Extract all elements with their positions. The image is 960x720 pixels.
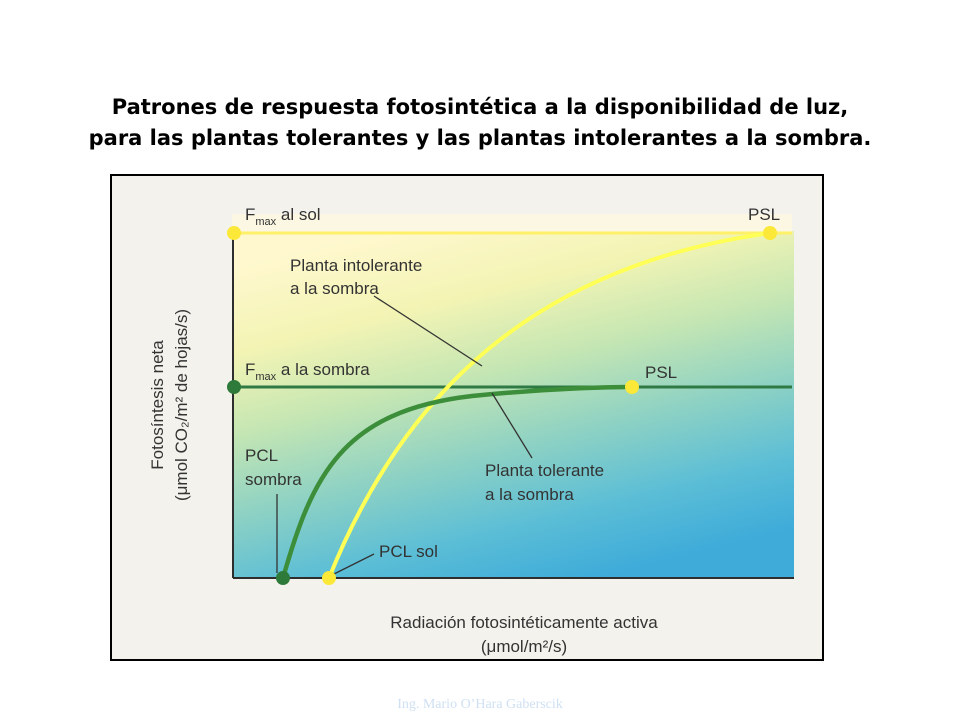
pcl-sun-point [322, 571, 336, 585]
slide-title [60, 92, 900, 154]
pcl-shade-label-line1: PCL [245, 446, 279, 465]
intolerant-label-line1: Planta intolerante [290, 256, 423, 275]
fmax-sun-sub: max [255, 216, 277, 228]
fmax-shade-sub: max [255, 371, 277, 383]
fmax-shade-point [227, 380, 241, 394]
y-axis-title-line2: (μmol CO₂/m² de hojas/s) [172, 308, 191, 502]
x-axis-title-line1: Radiación fotosintéticamente activa [390, 613, 658, 632]
psl-sun-point [763, 226, 777, 240]
fmax-sun-point [227, 226, 241, 240]
fmax-shade-main: F [245, 360, 256, 379]
chart-frame [110, 174, 824, 661]
psl-shade-point [625, 380, 639, 394]
chart [112, 176, 822, 659]
tolerant-label-line1: Planta tolerante [485, 461, 605, 480]
pcl-sun-label: PCL sol [379, 542, 438, 561]
fmax-sun-rest: al sol [276, 205, 321, 224]
psl-shade-label: PSL [645, 363, 678, 382]
y-axis-title-line1: Fotosíntesis neta [148, 340, 167, 470]
x-axis-title-line2: (μmol/m²/s) [480, 637, 568, 656]
tolerant-label-line2: a la sombra [485, 485, 574, 504]
pcl-shade-label-line2: sombra [245, 470, 302, 489]
footer-credit: Ing. Mario O’Hara Gaberscik [397, 697, 563, 712]
title-line-1: Patrones de respuesta fotosintética a la disponibilidad de luz, [111, 95, 849, 119]
psl-sun-label: PSL [748, 205, 781, 224]
fmax-sun-main: F [245, 205, 256, 224]
pcl-shade-point [276, 571, 290, 585]
intolerant-label-line2: a la sombra [290, 279, 379, 298]
title-line-2: para las plantas tolerantes y las plantas intolerantes a la sombra. [88, 126, 872, 150]
fmax-shade-rest: a la sombra [276, 360, 370, 379]
